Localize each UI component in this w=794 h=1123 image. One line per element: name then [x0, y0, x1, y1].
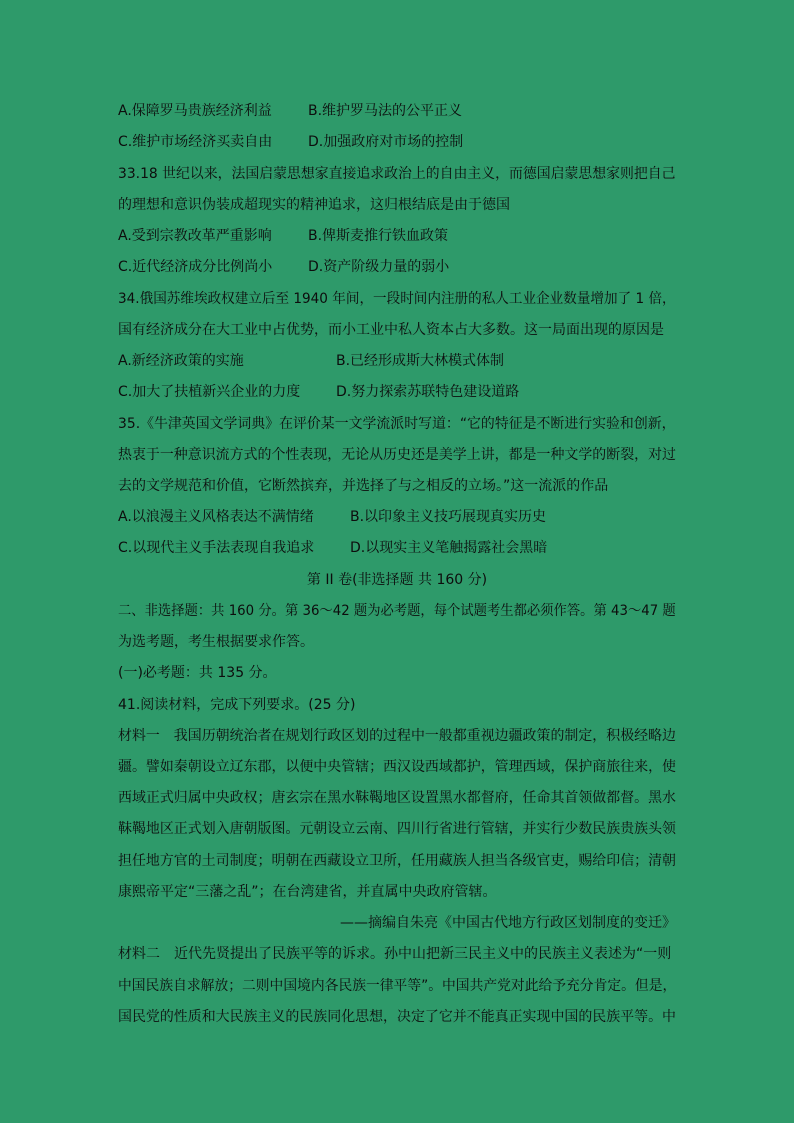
q32-option-d: D.加强政府对市场的控制: [308, 134, 464, 150]
q35-stem-line-1: 35.《牛津英国文学词典》在评价某一文学流派时写道：“它的特征是不断进行实验和创新，: [118, 416, 676, 432]
q33-stem-line-1: 33.18 世纪以来，法国启蒙思想家直接追求政治上的自由主义，而德国启蒙思想家则把自己: [118, 166, 676, 182]
q35-option-d: D.以现实主义笔触揭露社会黑暗: [350, 540, 548, 556]
q34-option-a: A.新经济政策的实施: [118, 353, 244, 369]
q33-option-a: A.受到宗教改革严重影响: [118, 228, 272, 244]
q33-option-b: B.俾斯麦推行铁血政策: [308, 228, 449, 244]
q35-stem-line-3: 去的文学规范和价值，它断然摈弃，并选择了与之相反的立场。”这一流派的作品: [118, 478, 609, 494]
q34-stem-line-1: 34.俄国苏维埃政权建立后至 1940 年间，一段时间内注册的私人工业企业数量增加了 1 倍，: [118, 291, 676, 307]
q41-material-1-line-4: 靺鞨地区正式划入唐朝版图。元朝设立云南、四川行省进行管辖，并实行少数民族贵族头领: [118, 821, 676, 837]
q35-option-a: A.以浪漫主义风格表达不满情绪: [118, 509, 314, 525]
q34-option-c: C.加大了扶植新兴企业的力度: [118, 384, 301, 400]
q32-option-a: A.保障罗马贵族经济利益: [118, 103, 272, 119]
q41-heading: 41.阅读材料，完成下列要求。(25 分): [118, 697, 356, 713]
q35-option-b: B.以印象主义技巧展现真实历史: [350, 509, 547, 525]
q34-option-d: D.努力探索苏联特色建设道路: [336, 384, 520, 400]
q33-option-c: C.近代经济成分比例尚小: [118, 259, 273, 275]
q41-material-1-line-2: 疆。譬如秦朝设立辽东郡，以便中央管辖；西汉设西域都护，管理西域，保护商旅往来，使: [118, 759, 676, 775]
q34-option-b: B.已经形成斯大林模式体制: [336, 353, 505, 369]
q32-option-b: B.维护罗马法的公平正义: [308, 103, 463, 119]
q35-option-c: C.以现代主义手法表现自我追求: [118, 540, 315, 556]
q41-material-2-line-2: 中国民族自求解放；二则中国境内各民族一律平等”。中国共产党对此给予充分肯定。但是，: [118, 978, 677, 994]
q34-stem-line-2: 国有经济成分在大工业中占优势，而小工业中私人资本占大多数。这一局面出现的原因是: [118, 322, 664, 338]
section-2-title: 第 II 卷(非选择题 共 160 分): [306, 572, 488, 588]
q35-stem-line-2: 热衷于一种意识流方式的个性表现，无论从历史还是美学上讲，都是一种文学的断裂，对过: [118, 447, 676, 463]
section-2-intro-line-1: 二、非选择题：共 160 分。第 36～42 题为必考题，每个试题考生都必须作答。第 43～47 题: [118, 603, 676, 619]
q33-stem-line-2: 的理想和意识伪装成超现实的精神追求，这归根结底是由于德国: [118, 197, 510, 213]
q41-material-2-line-1: 材料二 近代先贤提出了民族平等的诉求。孙中山把新三民主义中的民族主义表述为“一则: [118, 946, 672, 962]
q41-material-1-line-1: 材料一 我国历朝统治者在规划行政区划的过程中一般都重视边疆政策的制定，积极经略边: [118, 728, 676, 744]
q41-material-1-line-6: 康熙帝平定“三藩之乱”；在台湾建省，并直属中央政府管辖。: [118, 884, 497, 900]
q41-material-1-source: ——摘编自朱亮《中国古代地方行政区划制度的变迁》: [340, 915, 676, 931]
q33-option-d: D.资产阶级力量的弱小: [308, 259, 450, 275]
q41-material-1-line-3: 西域正式归属中央政权；唐玄宗在黑水靺鞨地区设置黑水都督府，任命其首领做都督。黑水: [118, 790, 676, 806]
q41-material-2-line-3: 国民党的性质和大民族主义的民族同化思想，决定了它并不能真正实现中国的民族平等。中: [118, 1009, 676, 1025]
section-2-intro-line-2: 为选考题，考生根据要求作答。: [118, 634, 314, 650]
q41-material-1-line-5: 担任地方官的土司制度；明朝在西藏设立卫所，任用藏族人担当各级官吏，赐给印信；清朝: [118, 853, 676, 869]
required-questions-heading: (一)必考题：共 135 分。: [118, 665, 277, 681]
q32-option-c: C.维护市场经济买卖自由: [118, 134, 273, 150]
